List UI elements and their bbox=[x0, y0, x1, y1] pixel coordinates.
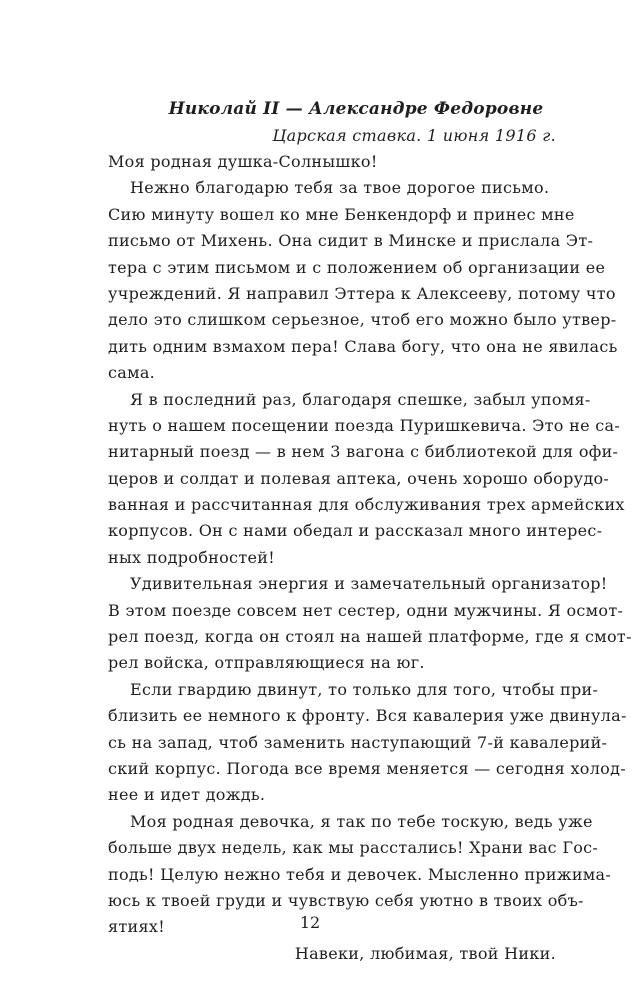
text-line: Удивительная энергия и замечательный организатор! bbox=[130, 574, 608, 594]
page-number: 12 bbox=[299, 913, 321, 932]
text-line: сь на запад, чтоб заменить наступающий 7-й кавалерий- bbox=[108, 732, 608, 752]
paragraph bbox=[108, 202, 618, 387]
text-line: нитарный поезд — в нем 3 вагона с библиотекой для офи- bbox=[108, 442, 619, 462]
letter-signature: Навеки, любимая, твой Ники. bbox=[294, 943, 556, 963]
letter-body bbox=[108, 149, 632, 941]
text-line: подь! Целую нежно тебя и девочек. Мысленно прижима- bbox=[108, 864, 612, 884]
text-line: ных подробностей! bbox=[108, 547, 275, 567]
text-line: ятиях! bbox=[108, 917, 165, 937]
book-page bbox=[108, 95, 632, 967]
paragraph bbox=[108, 387, 625, 572]
text-line: юсь к твоей груди и чувствую себя уютно в твоих объ- bbox=[108, 890, 584, 910]
text-line: учреждений. Я направил Эттера к Алексееву, потому что bbox=[108, 283, 616, 303]
paragraph bbox=[108, 175, 556, 201]
paragraph bbox=[108, 677, 627, 809]
text-line: Нежно благодарю тебя за твое дорогое письмо. bbox=[130, 178, 550, 198]
text-line: церов и солдат и полевая аптека, очень хорошо оборудо- bbox=[108, 468, 610, 488]
text-line: нее и идет дождь. bbox=[108, 785, 266, 805]
text-line: корпусов. Он с нами обедал и рассказал много интерес- bbox=[108, 521, 603, 541]
text-line: Сию минуту вошел ко мне Бенкендорф и принес мне bbox=[108, 204, 575, 224]
paragraph bbox=[108, 571, 632, 677]
text-line: письмо от Михень. Она сидит в Минске и прислала Эт- bbox=[108, 231, 594, 251]
text-line: Если гвардию двинут, то только для того, чтобы при- bbox=[130, 679, 599, 699]
letter-place-date: Царская ставка. 1 июня 1916 г. bbox=[272, 126, 556, 145]
text-line: ванная и рассчитанная для обслуживания трех армейских bbox=[108, 495, 625, 515]
text-line: Моя родная девочка, я так по тебе тоскую, ведь уже bbox=[130, 811, 593, 831]
text-line: Я в последний раз, благодаря спешке, забыл упомя- bbox=[130, 389, 591, 409]
text-line: рел войска, отправляющиеся на юг. bbox=[108, 653, 425, 673]
text-line: близить ее немного к фронту. Вся кавалерия уже двинула- bbox=[108, 706, 627, 726]
text-line: тера с этим письмом и с положением об организации ее bbox=[108, 257, 606, 277]
text-line: сама. bbox=[108, 363, 156, 383]
text-line: нуть о нашем посещении поезда Пуришкевича. Это не са- bbox=[108, 415, 621, 435]
text-line: В этом поезде совсем нет сестер, одни мужчины. Я осмот- bbox=[108, 600, 624, 620]
text-line: дело это слишком серьезное, чтоб его можно было утвер- bbox=[108, 310, 617, 330]
letter-title: Николай II — Александре Федоровне bbox=[168, 99, 544, 119]
text-line: рел поезд, когда он стоял на нашей платформе, где я смот- bbox=[108, 627, 632, 647]
text-line: дить одним взмахом пера! Слава богу, что она не явилась bbox=[108, 336, 618, 356]
text-line: ский корпус. Погода все время меняется — сегодня холод- bbox=[108, 758, 626, 778]
text-line: больше двух недель, как мы расстались! Храни вас Гос- bbox=[108, 838, 599, 858]
letter-greeting: Моя родная душка-Солнышко! bbox=[108, 152, 378, 171]
